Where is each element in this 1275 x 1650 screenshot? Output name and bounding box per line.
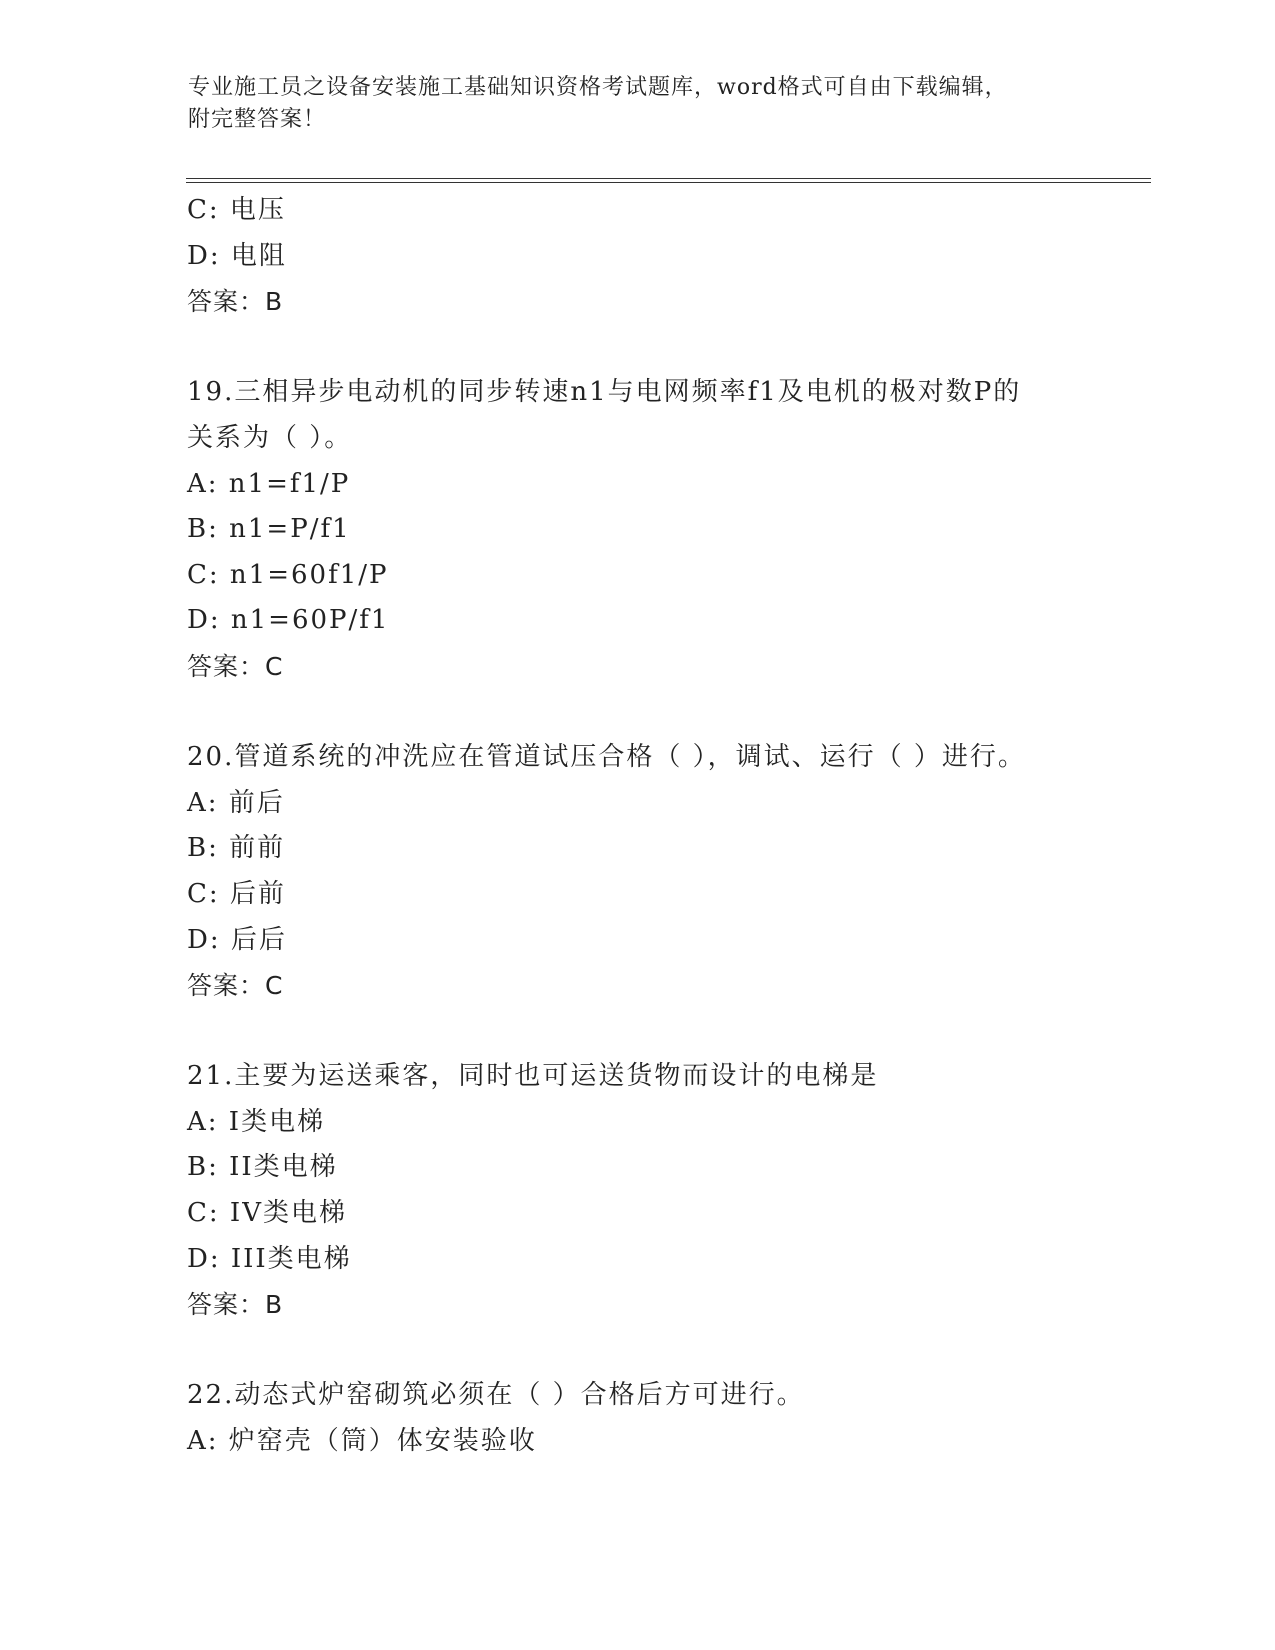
header-line-2: 附完整答案！ [188,107,327,132]
option-c: C: IV类电梯 [187,1198,347,1229]
answer: 答案：B [187,1290,284,1320]
question-stem: 21.主要为运送乘客，同时也可运送货物而设计的电梯是 [187,1061,879,1092]
question-stem: 22.动态式炉窑砌筑必须在（ ）合格后方可进行。 [187,1380,805,1411]
document-header [188,72,1068,136]
spacer [187,325,1147,371]
option-a: A: I类电梯 [187,1106,326,1137]
question-list [187,188,1147,1465]
option-d: D: 电阻 [187,240,287,271]
option-b: B: 前前 [187,833,286,864]
header-divider-bottom [186,182,1151,183]
spacer [187,1328,1147,1374]
question-20 [187,735,1147,1009]
option-a: A: 炉窑壳（筒）体安装验收 [187,1426,537,1457]
option-a: A: n1=f1/P [187,468,351,499]
question-stem: 关系为（ ）。 [187,422,353,453]
header-divider-top [186,178,1151,179]
option-c: C: 后前 [187,878,286,909]
option-a: A: 前后 [187,787,285,818]
question-22 [187,1373,1147,1464]
option-b: B: II类电梯 [187,1152,338,1183]
answer: 答案：B [187,287,284,317]
option-c: C: n1=60f1/P [187,559,389,590]
question-21 [187,1054,1147,1328]
spacer [187,1009,1147,1055]
question-stem: 20.管道系统的冲洗应在管道试压合格（ ），调试、运行（ ）进行。 [187,742,1026,773]
question-18-continued [187,188,1147,325]
header-line-1: 专业施工员之设备安装施工基础知识资格考试题库，word格式可自由下载编辑， [188,75,1008,100]
answer: 答案：C [187,651,284,681]
spacer [187,690,1147,736]
option-d: D: 后后 [187,924,287,955]
question-19 [187,370,1147,689]
option-d: D: n1=60P/f1 [187,605,390,636]
option-c: C: 电压 [187,195,286,225]
option-b: B: n1=P/f1 [187,514,351,545]
option-d: D: III类电梯 [187,1243,352,1274]
answer: 答案：C [187,971,284,1001]
question-stem: 19.三相异步电动机的同步转速n1与电网频率f1及电机的极对数P的 [187,377,1022,408]
